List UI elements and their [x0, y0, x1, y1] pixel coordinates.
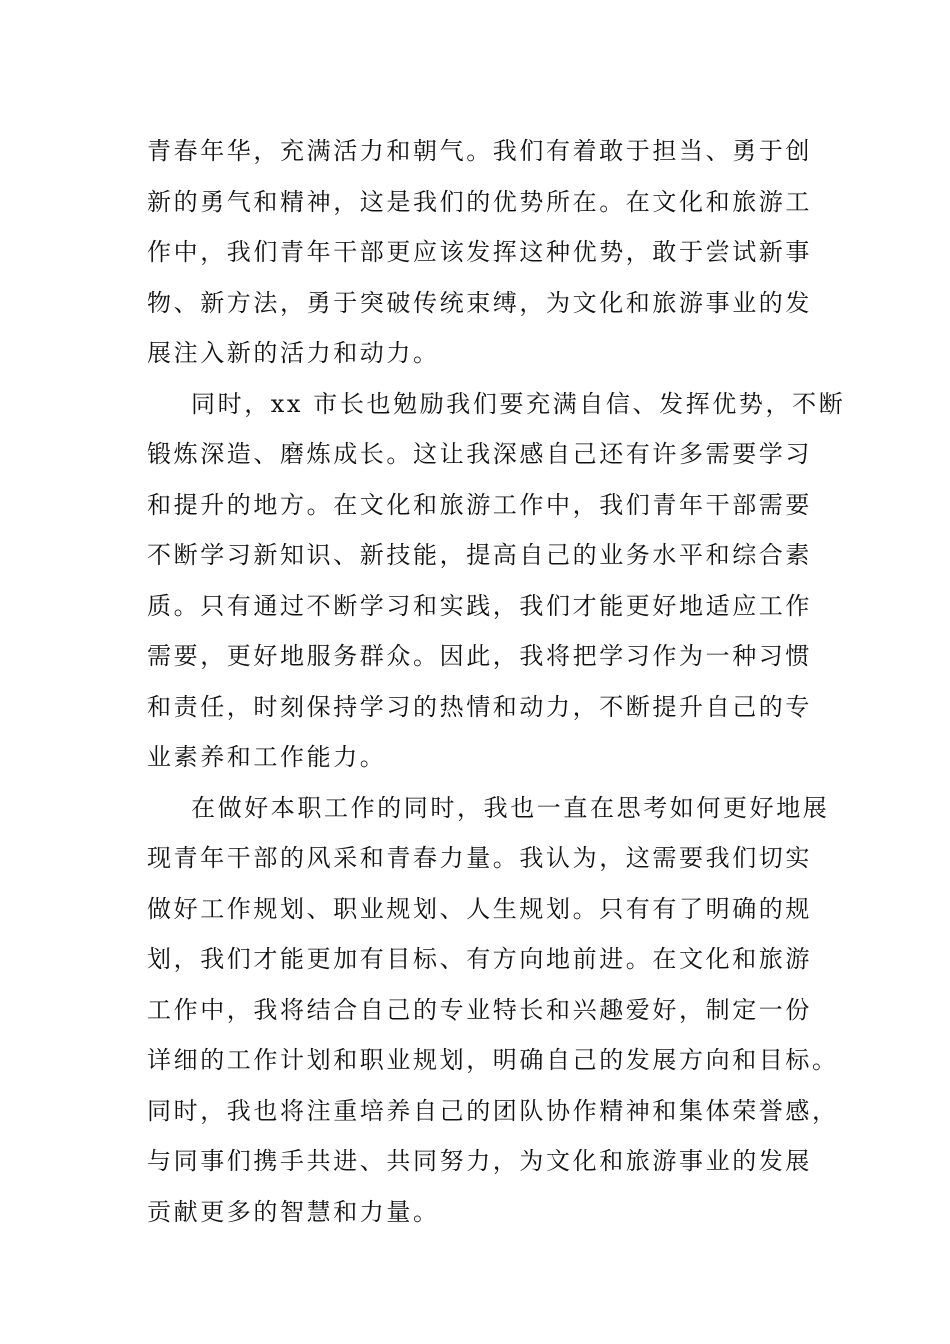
text-line: 现青年干部的风采和青春力量。我认为，这需要我们切实	[147, 844, 812, 872]
paragraph-1	[147, 126, 817, 379]
paragraph-3	[147, 783, 839, 1238]
paragraph-2	[147, 379, 846, 783]
body-text	[147, 126, 846, 1237]
text-line: 新的勇气和精神，这是我们的优势所在。在文化和旅游工	[147, 187, 812, 216]
text-line: 不断学习新知识、新技能，提高自己的业务水平和综合素	[147, 541, 812, 569]
text-line: 同时，我也将注重培养自己的团队协作精神和集体荣誉感，	[147, 1096, 839, 1125]
text-line: 工作中，我将结合自己的专业特长和兴趣爱好，制定一份	[147, 995, 812, 1024]
text-line: 详细的工作计划和职业规划，明确自己的发展方向和目标。	[147, 1046, 839, 1074]
text-line: 划，我们才能更加有目标、有方向地前进。在文化和旅游	[147, 945, 812, 973]
text-line: 与同事们携手共进、共同努力，为文化和旅游事业的发展	[147, 1147, 812, 1175]
text-line: 在做好本职工作的同时，我也一直在思考如何更好地展	[191, 793, 830, 822]
text-line: 和责任，时刻保持学习的热情和动力，不断提升自己的专	[147, 692, 812, 721]
text-line: 业素养和工作能力。	[147, 743, 387, 771]
text-line: 物、新方法，勇于突破传统束缚，为文化和旅游事业的发	[147, 288, 812, 317]
text-line: 作中，我们青年干部更应该发挥这种优势，敢于尝试新事	[147, 238, 812, 266]
text-line: 同时，xx 市长也勉励我们要充满自信、发挥优势，不断	[191, 389, 846, 418]
text-line: 锻炼深造、磨炼成长。这让我深感自己还有许多需要学习	[147, 440, 812, 468]
text-line: 和提升的地方。在文化和旅游工作中，我们青年干部需要	[147, 490, 812, 519]
text-line: 做好工作规划、职业规划、人生规划。只有有了明确的规	[147, 894, 812, 923]
text-line: 质。只有通过不断学习和实践，我们才能更好地适应工作	[147, 591, 812, 620]
text-line: 青春年华，充满活力和朝气。我们有着敢于担当、勇于创	[147, 137, 812, 165]
text-line: 展注入新的活力和动力。	[147, 339, 440, 367]
text-line: 贡献更多的智慧和力量。	[147, 1197, 440, 1226]
text-line: 需要，更好地服务群众。因此，我将把学习作为一种习惯	[147, 642, 812, 670]
